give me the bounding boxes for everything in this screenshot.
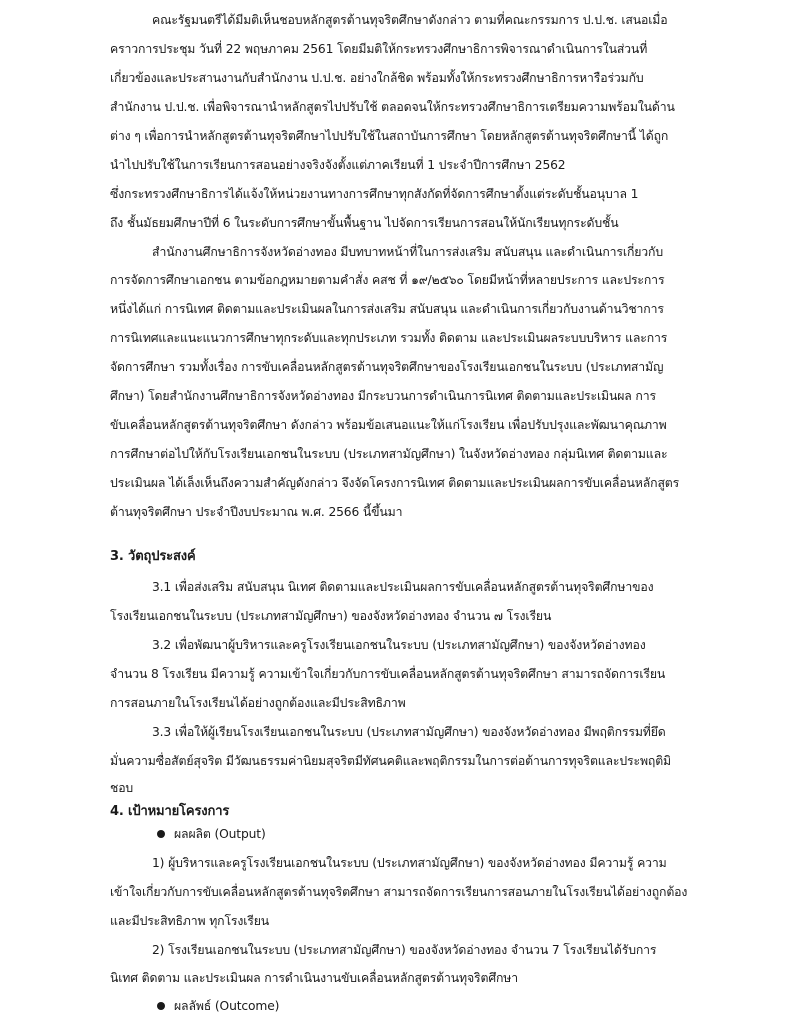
- text-line: [0, 153, 787, 177]
- section-heading-text: 3. วัตถุประสงค์: [110, 549, 196, 564]
- text-line: [0, 211, 787, 235]
- text-line: [0, 909, 787, 933]
- text-line-content: ศึกษา) โดยสำนักงานศึกษาธิการจังหวัดอ่างทอง มีกระบวนการดำเนินการนิเทศ ติดตามและประเมินผล การ: [110, 389, 656, 403]
- text-line: [0, 297, 787, 321]
- text-line-content: เข้าใจเกี่ยวกับการขับเคลื่อนหลักสูตรต้านทุจริตศึกษา สามารถจัดการเรียนการสอนภายในโรงเรียนได้อย่างถูกต้อง: [110, 885, 688, 899]
- text-line: [0, 500, 787, 524]
- section-heading: [0, 800, 787, 824]
- text-line: [0, 413, 787, 437]
- text-line: [0, 938, 787, 962]
- output-label: ผลผลิต (Output): [174, 827, 266, 841]
- text-line: [0, 822, 787, 846]
- text-line-content: การจัดการศึกษาเอกชน ตามข้อกฎหมายตามคำสั่ง คสช ที่ ๑๙/๒๕๖๐ โดยมีหน้าที่หลายประการ และประการ: [110, 273, 665, 287]
- text-line-content: การศึกษาต่อไปให้กับโรงเรียนเอกชนในระบบ (ประเภทสามัญศึกษา) ในจังหวัดอ่างทอง กลุ่มนิเทศ ติดตามและ: [110, 447, 668, 461]
- text-line-content: โรงเรียนเอกชนในระบบ (ประเภทสามัญศึกษา) ของจังหวัดอ่างทอง จำนวน ๗ โรงเรียน: [110, 609, 552, 623]
- text-line: [0, 66, 787, 90]
- text-line: [0, 720, 787, 744]
- text-line-content: ถึง ชั้นมัธยมศึกษาปีที่ 6 ในระดับการศึกษาขั้นพื้นฐาน ไปจัดการเรียนการสอนให้นักเรียนทุกระดับชั้น: [110, 216, 619, 230]
- text-line-content: ต้านทุจริตศึกษา ประจำปีงบประมาณ พ.ศ. 2566 นี้ขึ้นมา: [110, 505, 403, 519]
- text-line-content: คราวการประชุม วันที่ 22 พฤษภาคม 2561 โดยมีมติให้กระทรวงศึกษาธิการพิจารณาดำเนินการในส่วนที่: [110, 42, 648, 56]
- text-line: [0, 95, 787, 119]
- text-line-content: การนิเทศและแนะแนวการศึกษาทุกระดับและทุกประเภท รวมทั้ง ติดตาม และประเมินผลระบบบริหาร และการ: [110, 331, 668, 345]
- outcome-label: ผลลัพธ์ (Outcome): [174, 999, 280, 1013]
- text-line-content: จำนวน 8 โรงเรียน มีความรู้ ความเข้าใจเกี่ยวกับการขับเคลื่อนหลักสูตรต้านทุจริตศึกษา สามารถจัดการเรียน: [110, 667, 666, 681]
- text-line: [0, 124, 787, 148]
- text-line: [0, 240, 787, 264]
- text-line: [0, 994, 787, 1018]
- text-line: [0, 604, 787, 628]
- text-line-content: ชอบ: [110, 781, 134, 795]
- text-line: [0, 749, 787, 773]
- text-line-content: ขับเคลื่อนหลักสูตรต้านทุจริตศึกษา ดังกล่าว พร้อมข้อเสนอแนะให้แก่โรงเรียน เพื่อปรับปรุงและพัฒนาคุณภาพ: [110, 418, 667, 432]
- text-line: [0, 355, 787, 379]
- text-line: [0, 182, 787, 206]
- text-line: [0, 37, 787, 61]
- text-line-content: และมีประสิทธิภาพ ทุกโรงเรียน: [110, 914, 270, 928]
- text-line: [0, 880, 787, 904]
- text-line-content: 3.1 เพื่อส่งเสริม สนับสนุน นิเทศ ติดตามและประเมินผลการขับเคลื่อนหลักสูตรต้านทุจริตศึกษาของ: [152, 580, 654, 594]
- text-line-content: 1) ผู้บริหารและครูโรงเรียนเอกชนในระบบ (ประเภทสามัญศึกษา) ของจังหวัดอ่างทอง มีความรู้ ความ: [152, 856, 667, 870]
- text-line: [0, 8, 787, 32]
- text-line-content: นำไปปรับใช้ในการเรียนการสอนอย่างจริงจังตั้งแต่ภาคเรียนที่ 1 ประจำปีการศึกษา 2562: [110, 158, 566, 172]
- text-line-content: คณะรัฐมนตรีได้มีมติเห็นชอบหลักสูตรต้านทุจริตศึกษาดังกล่าว ตามที่คณะกรรมการ ป.ป.ช. เสนอเมื่อ: [152, 13, 668, 27]
- text-line: [0, 966, 787, 990]
- text-line-content: เกี่ยวข้องและประสานงานกับสำนักงาน ป.ป.ช. อย่างใกล้ชิด พร้อมทั้งให้กระทรวงศึกษาธิการหารือร่วมกับ: [110, 71, 644, 85]
- text-line-content: จัดการศึกษา รวมทั้งเรื่อง การขับเคลื่อนหลักสูตรต้านทุจริตศึกษาของโรงเรียนเอกชนในระบบ (ประเภทสามัญ: [110, 360, 664, 374]
- text-line: [0, 442, 787, 466]
- section-heading-text: 4. เป้าหมายโครงการ: [110, 804, 230, 819]
- text-line: [0, 575, 787, 599]
- text-line-content: ซึ่งกระทรวงศึกษาธิการได้แจ้งให้หน่วยงานทางการศึกษาทุกสังกัดที่จัดการศึกษาตั้งแต่ระดับชั้นอนุบาล 1: [110, 187, 639, 201]
- text-line-content: 3.3 เพื่อให้ผู้เรียนโรงเรียนเอกชนในระบบ (ประเภทสามัญศึกษา) ของจังหวัดอ่างทอง มีพฤติกรรมที่ยึด: [152, 725, 666, 739]
- text-line-content: นิเทศ ติดตาม และประเมินผล การดำเนินงานขับเคลื่อนหลักสูตรต้านทุจริตศึกษา: [110, 971, 518, 985]
- text-line: [0, 326, 787, 350]
- text-line: [0, 662, 787, 686]
- section-heading: [0, 545, 787, 569]
- text-line-content: ประเมินผล ได้เล็งเห็นถึงความสำคัญดังกล่าว จึงจัดโครงการนิเทศ ติดตามและประเมินผลการขับเคลื่อนหลักสูตร: [110, 476, 680, 490]
- text-line-content: ต่าง ๆ เพื่อการนำหลักสูตรต้านทุจริตศึกษาไปปรับใช้ในสถาบันการศึกษา โดยหลักสูตรต้านทุจริตศึกษานี้ ได้ถูก: [110, 129, 669, 143]
- text-line-content: 2) โรงเรียนเอกชนในระบบ (ประเภทสามัญศึกษา) ของจังหวัดอ่างทอง จำนวน 7 โรงเรียนได้รับการ: [152, 943, 657, 957]
- text-line-content: 3.2 เพื่อพัฒนาผู้บริหารและครูโรงเรียนเอกชนในระบบ (ประเภทสามัญศึกษา) ของจังหวัดอ่างทอง: [152, 638, 646, 652]
- text-line: [0, 471, 787, 495]
- text-line: [0, 691, 787, 715]
- text-line-content: มั่นความซื่อสัตย์สุจริต มีวัฒนธรรมค่านิยมสุจริตมีทัศนคติและพฤติกรรมในการต่อต้านการทุจริตและประพฤติมิ: [110, 754, 671, 768]
- text-line-content: การสอนภายในโรงเรียนได้อย่างถูกต้องและมีประสิทธิภาพ: [110, 696, 406, 710]
- text-line: [0, 268, 787, 292]
- text-line: [0, 384, 787, 408]
- text-line-content: สำนักงานศึกษาธิการจังหวัดอ่างทอง มีบทบาทหน้าที่ในการส่งเสริม สนับสนุน และดำเนินการเกี่ยวกับ: [152, 245, 663, 259]
- text-line-content: หนึ่งได้แก่ การนิเทศ ติดตามและประเมินผลในการส่งเสริม สนับสนุน และดำเนินการเกี่ยวกับงานด้านวิชาการ: [110, 302, 664, 316]
- text-line-content: สำนักงาน ป.ป.ช. เพื่อพิจารณานำหลักสูตรไปปรับใช้ ตลอดจนให้กระทรวงศึกษาธิการเตรียมความพร้อมในด้าน: [110, 100, 675, 114]
- text-line: [0, 851, 787, 875]
- text-line: [0, 776, 787, 800]
- text-line: [0, 633, 787, 657]
